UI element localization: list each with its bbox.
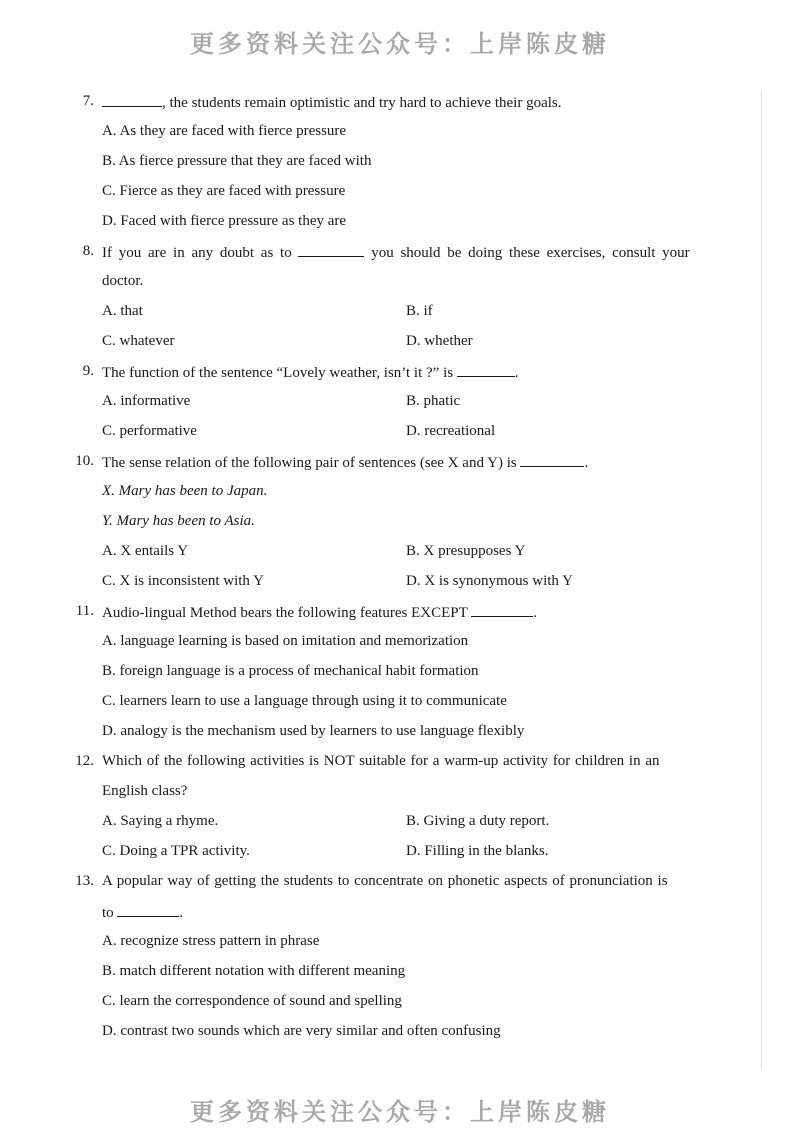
q12-option-d: D. Filling in the blanks. — [406, 843, 549, 859]
q13-number: 13. — [75, 873, 94, 889]
q13-option-d: D. contrast two sounds which are very similar and often confusing — [102, 1023, 501, 1039]
q10-option-d: D. X is synonymous with Y — [406, 573, 573, 589]
q8-blank — [298, 242, 364, 257]
q8-stem-post: you should be doing these exercises, consult your — [371, 245, 690, 261]
q12-option-c: C. Doing a TPR activity. — [102, 843, 250, 859]
q12-option-b: B. Giving a duty report. — [406, 813, 550, 829]
q9-option-c: C. performative — [102, 423, 197, 439]
q9-option-b: B. phatic — [406, 393, 461, 409]
q9-number: 9. — [82, 363, 94, 379]
q7-number: 7. — [82, 93, 94, 109]
q11-number: 11. — [75, 603, 94, 619]
q9-option-d: D. recreational — [406, 423, 496, 439]
q11-option-d: D. analogy is the mechanism used by learners to use language flexibly — [102, 723, 525, 739]
q12-stem: Which of the following activities is NOT suitable for a warm-up activity for children in an — [102, 753, 660, 769]
q9-stem — [102, 362, 519, 382]
q8-number: 8. — [82, 243, 94, 259]
q13-option-a: A. recognize stress pattern in phrase — [102, 933, 320, 949]
q9-stem-pre: The function of the sentence “Lovely weather, isn’t it ?” is — [102, 365, 454, 381]
q13-stem: A popular way of getting the students to concentrate on phonetic aspects of pronunciation is — [102, 873, 668, 889]
q10-stem-post: . — [584, 455, 589, 471]
q8-option-d: D. whether — [406, 333, 473, 349]
q8-option-c: C. whatever — [102, 333, 175, 349]
q12-number: 12. — [75, 753, 94, 769]
q10-sentence-y: Y. Mary has been to Asia. — [102, 513, 255, 529]
q8-option-b: B. if — [406, 303, 433, 319]
q7-stem-text: , the students remain optimistic and try hard to achieve their goals. — [162, 95, 562, 111]
q7-stem — [102, 92, 561, 112]
q10-sentence-x: X. Mary has been to Japan. — [102, 483, 268, 499]
q11-stem — [102, 602, 537, 622]
q11-stem-pre: Audio-lingual Method bears the following features EXCEPT — [102, 605, 468, 621]
q13-option-b: B. match different notation with different meaning — [102, 963, 406, 979]
q8-stem-cont: doctor. — [102, 273, 144, 289]
q10-stem-pre: The sense relation of the following pair of sentences (see X and Y) is — [102, 455, 517, 471]
watermark-top: 更多资料关注公众号：上岸陈皮糖 — [190, 30, 610, 58]
q12-stem-cont: English class? — [102, 783, 188, 799]
watermark-bottom: 更多资料关注公众号：上岸陈皮糖 — [190, 1098, 610, 1126]
q10-blank — [520, 452, 584, 467]
q10-option-b: B. X presupposes Y — [406, 543, 526, 559]
q8-option-a: A. that — [102, 303, 143, 319]
q10-option-c: C. X is inconsistent with Y — [102, 573, 264, 589]
q13-blank — [117, 902, 179, 917]
q8-stem — [102, 242, 690, 262]
q7-blank — [102, 92, 162, 107]
q7-option-b: B. As fierce pressure that they are faced with — [102, 153, 372, 169]
q13-stem-post: . — [179, 905, 184, 921]
q7-option-a: A. As they are faced with fierce pressure — [102, 123, 347, 139]
q12-option-a: A. Saying a rhyme. — [102, 813, 219, 829]
q11-blank — [471, 602, 533, 617]
q13-stem-pre: to — [102, 905, 114, 921]
q7-option-d: D. Faced with fierce pressure as they are — [102, 213, 347, 229]
q9-stem-post: . — [514, 365, 519, 381]
scan-edge-line — [761, 90, 762, 1070]
q11-stem-post: . — [533, 605, 537, 621]
q7-option-c: C. Fierce as they are faced with pressure — [102, 183, 346, 199]
q9-blank — [457, 362, 515, 377]
q11-option-a: A. language learning is based on imitation and memorization — [102, 633, 469, 649]
q13-stem-cont — [102, 902, 183, 922]
q10-number: 10. — [75, 453, 94, 469]
q10-option-a: A. X entails Y — [102, 543, 189, 559]
q13-option-c: C. learn the correspondence of sound and spelling — [102, 993, 402, 1009]
q10-stem — [102, 452, 588, 472]
q11-option-b: B. foreign language is a process of mechanical habit formation — [102, 663, 479, 679]
q9-option-a: A. informative — [102, 393, 191, 409]
q11-option-c: C. learners learn to use a language through using it to communicate — [102, 693, 507, 709]
q8-stem-pre: If you are in any doubt as to — [102, 245, 292, 261]
